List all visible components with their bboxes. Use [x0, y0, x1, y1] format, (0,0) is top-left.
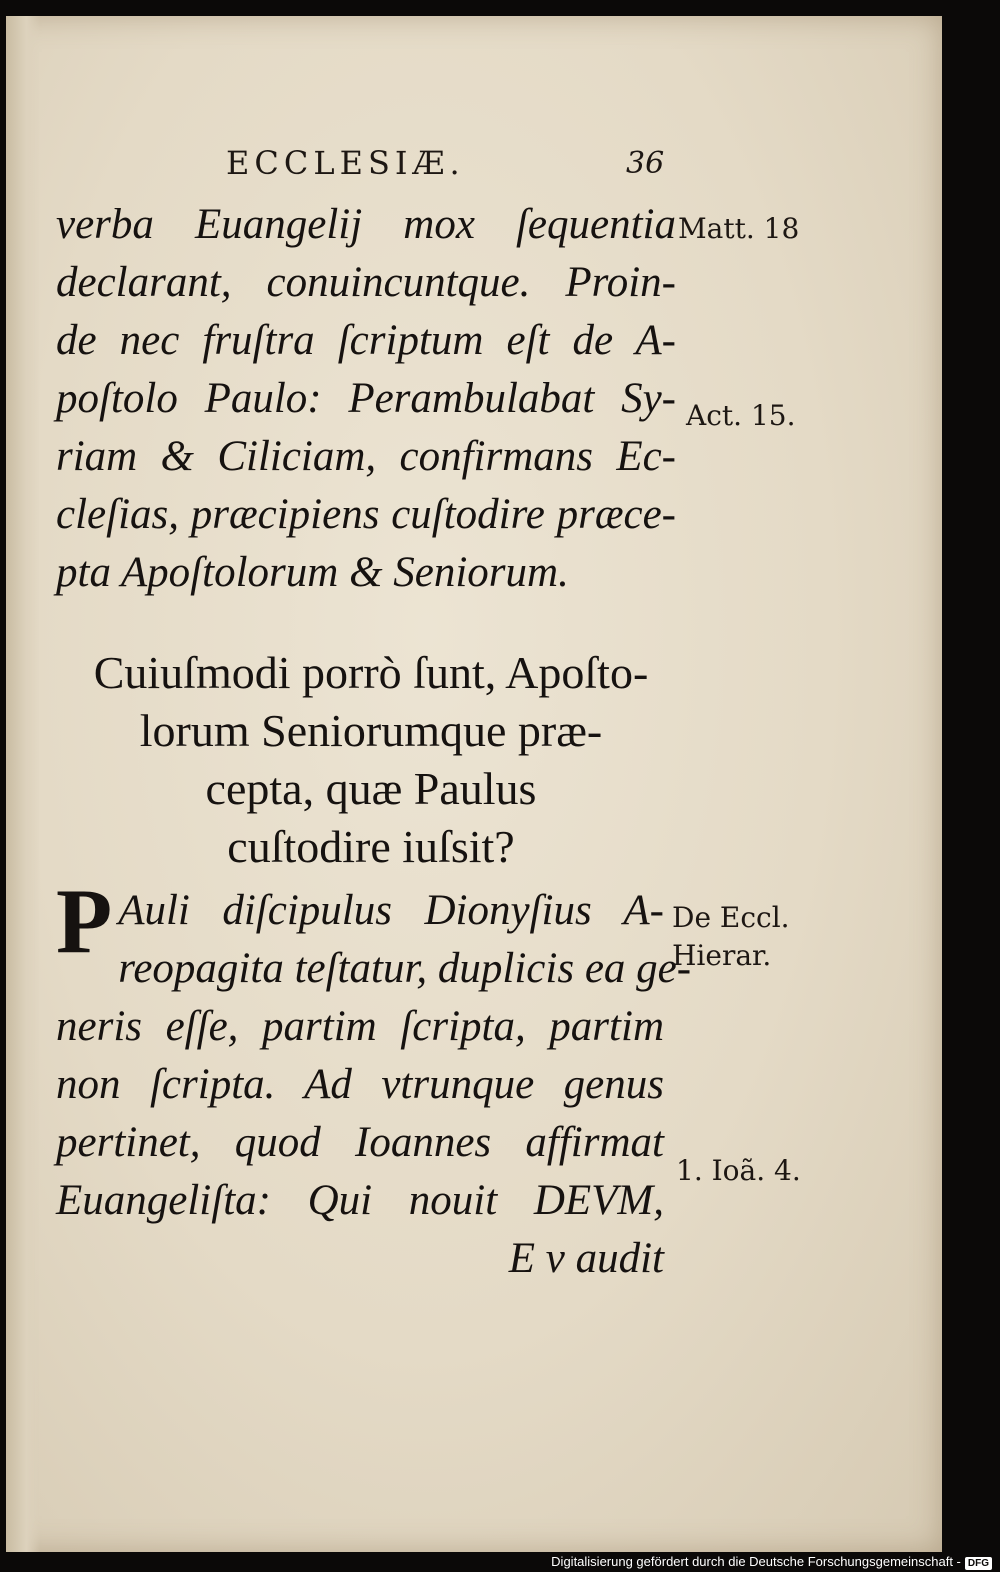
paragraph-1: [56, 196, 676, 602]
margin-note-ioa: 1. Ioã. 4.: [676, 1154, 801, 1187]
question-heading: [46, 644, 696, 876]
margin-note-line: De Eccl.: [672, 901, 790, 934]
page-number: 36: [626, 146, 665, 181]
text-line: poſtolo Paulo: Perambulabat Sy-: [56, 375, 676, 422]
catchword: E v audit: [508, 1235, 664, 1282]
page-header: [6, 144, 942, 194]
book-page: [6, 16, 942, 1552]
question-line: cepta, quæ Paulus: [205, 763, 537, 814]
running-head: ECCLESIÆ.: [226, 144, 465, 182]
first-line-text: Auli diſcipulus Dionyſius A-: [118, 887, 664, 934]
margin-note-line: Hierar.: [672, 939, 772, 972]
paragraph-2: [56, 870, 692, 1288]
page-gutter-shadow: [6, 16, 40, 1552]
text-line: cleſias, præcipiens cuſtodire præce-: [56, 491, 676, 538]
footer-credit: [0, 1552, 1000, 1572]
question-line: lorum Seniorumque præ-: [139, 705, 603, 756]
footer-text: Digitalisierung gefördert durch die Deutsche Forschungsgemeinschaft -: [551, 1554, 961, 1569]
text-line: non ſcripta. Ad vtrunque genus: [56, 1061, 664, 1108]
text-line: de nec fruſtra ſcriptum eſt de A-: [56, 317, 676, 364]
text-line: verba Euangelij mox ſequentia: [56, 201, 676, 248]
dfg-logo: DFG: [965, 1557, 992, 1570]
text-line: reopagita teſtatur, duplicis ea ge-: [118, 945, 692, 992]
question-line: cuſtodire iuſsit?: [227, 821, 515, 872]
margin-note-act: Act. 15.: [686, 399, 796, 432]
text-line: Euangeliſta: Qui nouit DEVM,: [56, 1177, 664, 1224]
text-line: neris eſſe, partim ſcripta, partim: [56, 1003, 664, 1050]
drop-cap: P: [56, 870, 113, 972]
text-line: riam & Ciliciam, confirmans Ec-: [56, 433, 676, 480]
question-line: Cuiuſmodi porrò ſunt, Apoſto-: [93, 647, 649, 698]
text-line: pta Apoſtolorum & Seniorum.: [56, 549, 569, 596]
margin-note-matt: Matt. 18: [678, 212, 800, 245]
margin-note-eccl: [672, 899, 790, 975]
text-line: pertinet, quod Ioannes affirmat: [56, 1119, 664, 1166]
text-line: declarant, conuincuntque. Proin-: [56, 259, 676, 306]
